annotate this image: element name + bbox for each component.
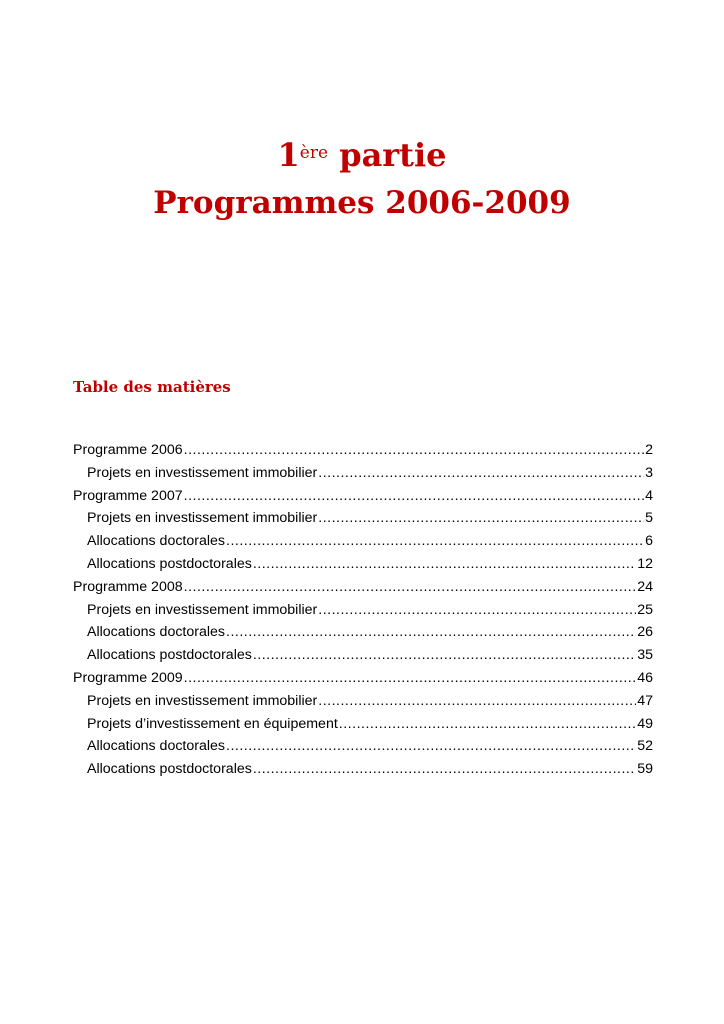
part-word: partie bbox=[328, 136, 447, 174]
toc-dot-leader bbox=[318, 462, 644, 485]
toc-page-number: 4 bbox=[645, 487, 653, 504]
toc-page-number: 3 bbox=[645, 464, 653, 481]
toc-entry-label: Projets en investissement immobilier bbox=[87, 601, 318, 618]
toc-dot-leader bbox=[318, 599, 636, 622]
table-of-contents bbox=[73, 439, 653, 781]
toc-entry-label: Projets d’investissement en équipement bbox=[87, 715, 338, 732]
toc-entry[interactable] bbox=[73, 439, 653, 462]
toc-entry-label: Allocations postdoctorales bbox=[87, 555, 252, 572]
toc-dot-leader bbox=[318, 507, 644, 530]
toc-entry-label: Programme 2009 bbox=[73, 669, 183, 686]
toc-page-number: 59 bbox=[637, 761, 653, 778]
toc-page-number: 6 bbox=[645, 533, 653, 550]
toc-entry-label: Allocations doctorales bbox=[87, 624, 226, 641]
toc-dot-leader bbox=[253, 553, 636, 576]
toc-entry-label: Programme 2007 bbox=[73, 487, 183, 504]
toc-dot-leader bbox=[253, 758, 636, 781]
toc-subentry[interactable] bbox=[73, 599, 653, 622]
toc-dot-leader bbox=[184, 667, 637, 690]
toc-page-number: 46 bbox=[637, 669, 653, 686]
toc-subentry[interactable] bbox=[73, 530, 653, 553]
part-title bbox=[0, 132, 724, 226]
toc-subentry[interactable] bbox=[73, 690, 653, 713]
part-number-line bbox=[0, 132, 724, 178]
toc-page-number: 35 bbox=[637, 647, 653, 664]
toc-page-number: 5 bbox=[645, 510, 653, 527]
toc-entry[interactable] bbox=[73, 667, 653, 690]
toc-dot-leader bbox=[184, 576, 637, 599]
toc-entry[interactable] bbox=[73, 576, 653, 599]
toc-entry-label: Allocations postdoctorales bbox=[87, 761, 252, 778]
toc-entry[interactable] bbox=[73, 485, 653, 508]
toc-dot-leader bbox=[226, 735, 636, 758]
toc-page-number: 52 bbox=[637, 738, 653, 755]
toc-dot-leader bbox=[184, 485, 644, 508]
toc-heading: Table des matières bbox=[73, 378, 231, 396]
toc-subentry[interactable] bbox=[73, 462, 653, 485]
toc-subentry[interactable] bbox=[73, 735, 653, 758]
programmes-title: Programmes 2006-2009 bbox=[153, 185, 571, 221]
toc-dot-leader bbox=[226, 530, 644, 553]
toc-dot-leader bbox=[339, 713, 636, 736]
toc-subentry[interactable] bbox=[73, 553, 653, 576]
toc-subentry[interactable] bbox=[73, 621, 653, 644]
toc-entry-label: Projets en investissement immobilier bbox=[87, 464, 318, 481]
toc-dot-leader bbox=[318, 690, 636, 713]
toc-entry-label: Programme 2008 bbox=[73, 578, 183, 595]
toc-page-number: 26 bbox=[637, 624, 653, 641]
toc-page-number: 47 bbox=[637, 692, 653, 709]
toc-page-number: 2 bbox=[645, 442, 653, 458]
toc-subentry[interactable] bbox=[73, 644, 653, 667]
toc-entry-label: Programme 2006 bbox=[73, 442, 183, 458]
toc-entry-label: Allocations doctorales bbox=[87, 738, 226, 755]
toc-dot-leader bbox=[253, 644, 636, 667]
toc-dot-leader bbox=[226, 621, 636, 644]
toc-page-number: 49 bbox=[637, 715, 653, 732]
toc-page-number: 12 bbox=[637, 555, 653, 572]
part-number: 1 bbox=[277, 136, 300, 174]
toc-entry-label: Allocations postdoctorales bbox=[87, 647, 252, 664]
toc-dot-leader bbox=[184, 439, 644, 462]
part-ordinal-suffix: ère bbox=[299, 143, 329, 163]
toc-entry-label: Allocations doctorales bbox=[87, 533, 226, 550]
toc-entry-label: Projets en investissement immobilier bbox=[87, 510, 318, 527]
toc-page-number: 24 bbox=[637, 578, 653, 595]
toc-entry-label: Projets en investissement immobilier bbox=[87, 692, 318, 709]
toc-subentry[interactable] bbox=[73, 713, 653, 736]
toc-subentry[interactable] bbox=[73, 758, 653, 781]
toc-page-number: 25 bbox=[637, 601, 653, 618]
toc-subentry[interactable] bbox=[73, 507, 653, 530]
